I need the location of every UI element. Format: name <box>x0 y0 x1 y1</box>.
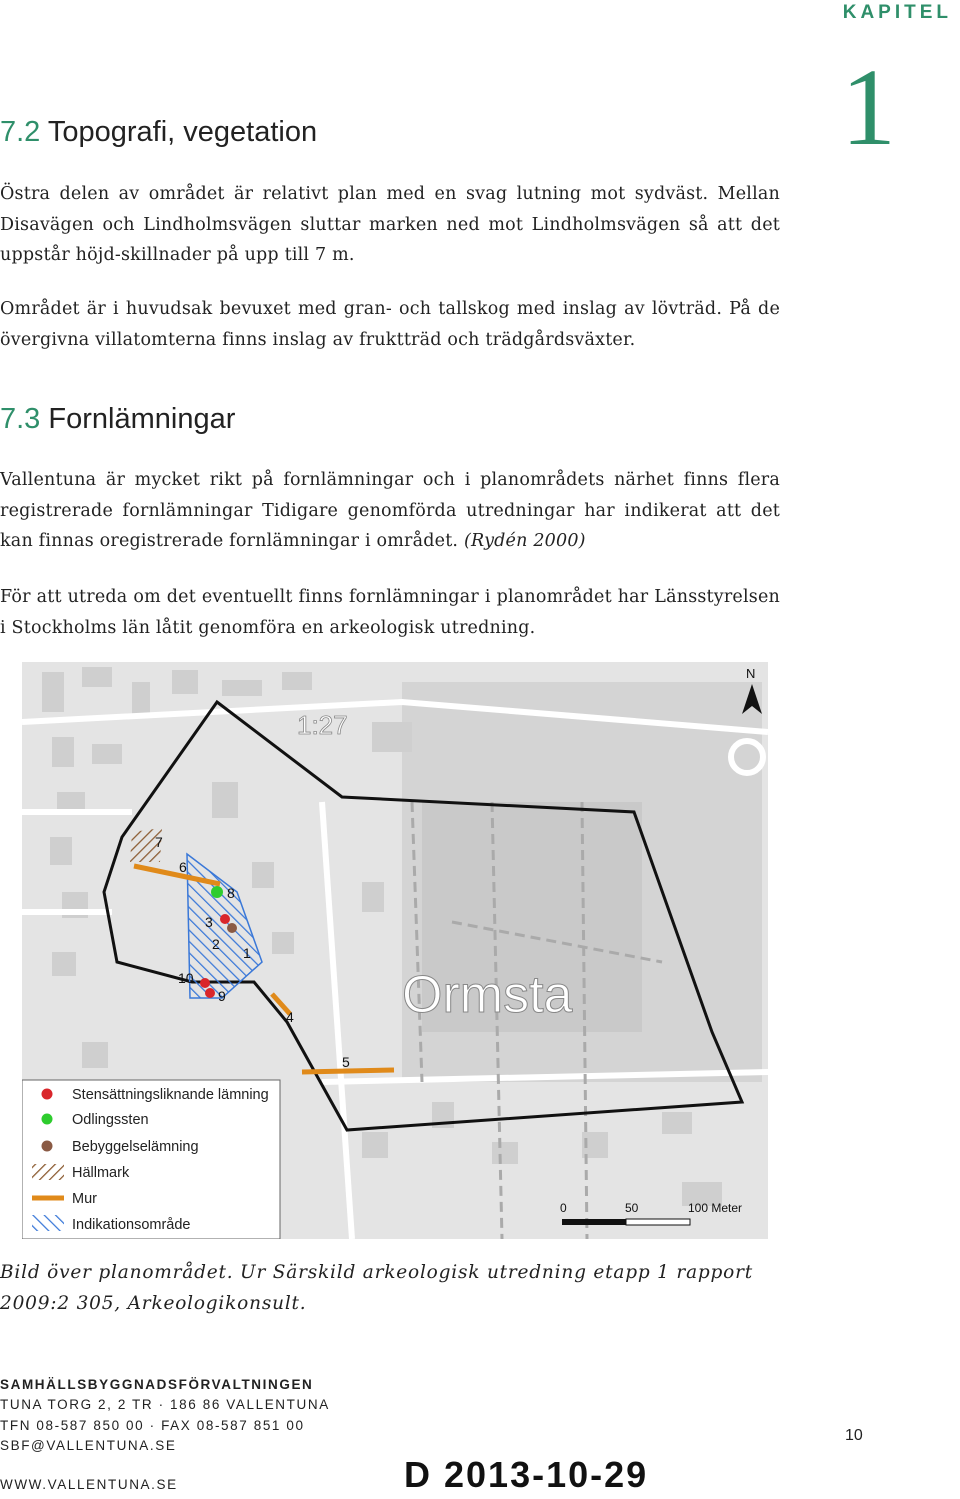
section-number: 7.2 <box>0 116 41 148</box>
point-label: 2 <box>212 936 220 952</box>
stensattning-point <box>220 914 230 924</box>
legend-marker <box>42 1089 53 1100</box>
legend-marker <box>32 1164 64 1180</box>
svg-text:N: N <box>746 666 756 681</box>
legend-label: Stensättningsliknande lämning <box>72 1087 269 1103</box>
stensattning-point <box>205 988 215 998</box>
point-label: 7 <box>155 834 163 850</box>
section-title: Topografi, vegetation <box>47 116 318 148</box>
section-heading-fornlamningar <box>0 403 235 436</box>
paragraph <box>0 465 780 557</box>
odlingssten-point <box>211 886 223 898</box>
footer-phone: TFN 08-587 850 00 · FAX 08-587 851 00 <box>0 1418 305 1433</box>
point-label: 10 <box>178 970 194 986</box>
chapter-label: KAPITEL <box>842 2 952 23</box>
point-label: 6 <box>179 859 187 875</box>
scale-tick: 0 <box>560 1201 567 1215</box>
map-text: 1:27 <box>297 710 348 740</box>
map-legend <box>22 1080 280 1239</box>
scale-tick: 100 Meter <box>688 1201 743 1215</box>
legend-label: Odlingssten <box>72 1112 149 1128</box>
footer-web[interactable]: WWW.VALLENTUNA.SE <box>0 1477 178 1492</box>
point-label: 8 <box>227 885 235 901</box>
figure-caption: Bild över planområdet. Ur Särskild arkeologisk utredning etapp 1 rapport 2009:2 305, Arkeologikonsult. <box>0 1262 754 1314</box>
legend-marker <box>32 1215 64 1231</box>
section-heading-topografi <box>0 116 317 149</box>
citation: (Rydén 2000) <box>463 531 586 551</box>
bebyggelse-point <box>227 923 237 933</box>
legend-marker <box>42 1141 53 1152</box>
paragraph: Området är i huvudsak bevuxet med gran- och tallskog med inslag av lövträd. På de övergivna villatomterna finns inslag av fruktträd och trädgårdsväxter. <box>0 299 780 350</box>
point-label: 3 <box>205 914 213 930</box>
page-number: 10 <box>845 1427 863 1444</box>
document-code: D 2013-10-29 <box>404 1454 649 1495</box>
legend-label: Hällmark <box>72 1165 130 1181</box>
point-label: 1 <box>243 945 251 961</box>
paragraph-text: Vallentuna är mycket rikt på fornlämningar och i planområdets närhet finns flera registrerade fornlämningar Tidigare genomförda utredningar har indikerat att det kan finnas oregistrerade fornlämningar i området. <box>0 470 780 551</box>
place-name: Ormsta <box>402 966 573 1024</box>
footer-address: TUNA TORG 2, 2 TR · 186 86 VALLENTUNA <box>0 1397 330 1412</box>
footer-org: SAMHÄLLSBYGGNADSFÖRVALTNINGEN <box>0 1377 314 1392</box>
chapter-number: 1 <box>841 46 896 168</box>
legend-label: Bebyggelselämning <box>72 1139 199 1155</box>
section-number: 7.3 <box>0 403 41 435</box>
footer-email[interactable]: SBF@VALLENTUNA.SE <box>0 1438 177 1453</box>
paragraph: För att utreda om det eventuellt finns fornlämningar i planområdet har Länsstyrelsen i Stockholms län låtit genomföra en arkeologisk utredning. <box>0 587 780 638</box>
legend-marker <box>42 1114 53 1125</box>
planomrade-map <box>22 662 768 1239</box>
stensattning-point <box>200 978 210 988</box>
point-label: 9 <box>218 988 226 1004</box>
legend-label: Indikationsområde <box>72 1217 191 1233</box>
scale-tick: 50 <box>625 1201 639 1215</box>
paragraph: Östra delen av området är relativt plan med en svag lutning mot sydväst. Mellan Disavägen och Lindholmsvägen sluttar marken ned mot Lindholmsvägen så att det uppstår höjd-skillnader på upp till 7 m. <box>0 184 780 265</box>
point-label: 5 <box>342 1054 350 1070</box>
point-label: 4 <box>286 1009 294 1025</box>
section-title: Fornlämningar <box>48 403 236 435</box>
legend-label: Mur <box>72 1191 97 1207</box>
